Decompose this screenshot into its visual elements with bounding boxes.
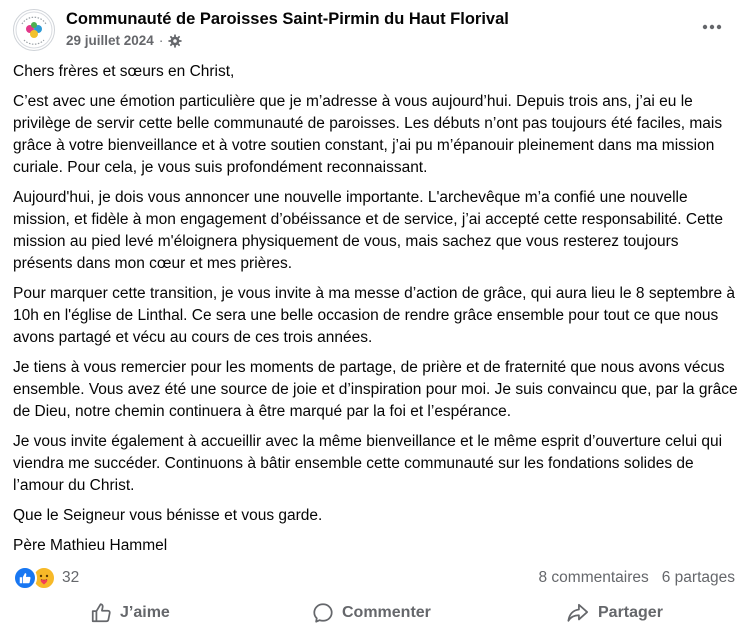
more-options-button[interactable] — [700, 17, 724, 37]
post-paragraph: C’est avec une émotion particulière que je m’adresse à vous aujourd’hui. Depuis trois ans, j’ai eu le privilège de servir cette belle communauté de paroisses. Les débuts n’ont pas toujours été faciles, mais grâce à votre bienveillance et à votre soutien constant, j’ai pu m’épanouir pleinement dans ma mission curiale. Pour cela, je vous suis profondément reconnaissant. — [13, 93, 723, 176]
page-avatar[interactable] — [13, 9, 55, 51]
thumbs-up-icon — [90, 602, 112, 624]
post-header — [13, 9, 730, 55]
comment-bubble-icon — [312, 602, 334, 624]
parish-logo-icon — [14, 10, 54, 50]
share-arrow-icon — [566, 602, 590, 624]
share-button[interactable] — [566, 596, 663, 630]
post-stats — [13, 566, 735, 590]
like-button-label: J’aime — [120, 604, 170, 621]
meta-separator: · — [158, 33, 164, 48]
post-signature: Père Mathieu Hammel — [13, 537, 168, 554]
reactions-summary[interactable] — [13, 566, 79, 590]
comments-count-link[interactable]: 8 commentaires — [538, 569, 649, 586]
comment-button-label: Commenter — [342, 604, 431, 621]
share-button-label: Partager — [598, 604, 663, 621]
reaction-count: 32 — [62, 569, 80, 586]
like-button[interactable] — [90, 596, 170, 630]
post-paragraph: Chers frères et sœurs en Christ, — [13, 63, 235, 80]
post-body — [13, 61, 738, 565]
gear-icon[interactable] — [168, 34, 182, 48]
engagement-counts — [538, 569, 735, 587]
more-options-icon — [702, 24, 722, 30]
post-date[interactable]: 29 juillet 2024 — [66, 33, 154, 48]
post-meta — [66, 33, 182, 48]
page-name-link[interactable]: Communauté de Paroisses Saint-Pirmin du Haut Florival — [66, 10, 509, 28]
comment-button[interactable] — [312, 596, 431, 630]
post-paragraph: Je tiens à vous remercier pour les moments de partage, de prière et de fraternité que nous avons vécus ensemble. Vous avez été une source de joie et d’inspiration pour moi. Je suis convaincu que, par la grâce de Dieu, notre chemin continuera à être marqué par la foi et l’espérance. — [13, 359, 738, 420]
post-paragraph: Je vous invite également à accueillir avec la même bienveillance et le même esprit d’ouverture celui qui viendra me succéder. Continuons à bâtir ensemble cette communauté sur les fondations solides de l’amour du Christ. — [13, 433, 723, 494]
post-paragraph: Aujourd'hui, je dois vous annoncer une nouvelle importante. L'archevêque m’a confié une nouvelle mission, et fidèle à mon engagement d’obéissance et de service, j’ai accepté cette responsabilité. Cette mission au pied levé m'éloignera physiquement de vous, mais sachez que vous resterez toujours présents dans mon cœur et mes prières. — [13, 189, 723, 272]
shares-count-link[interactable]: 6 partages — [661, 569, 735, 586]
post-actions — [0, 596, 743, 630]
post-paragraph: Que le Seigneur vous bénisse et vous garde. — [13, 507, 323, 524]
like-reaction-icon — [13, 566, 37, 590]
post-paragraph: Pour marquer cette transition, je vous invite à ma messe d’action de grâce, qui aura lieu le 8 septembre à 10h en l'église de Linthal. Ce sera une belle occasion de rendre grâce ensemble pour tout ce que nous avons partagé et vécu au cours de ces trois années. — [13, 285, 735, 346]
